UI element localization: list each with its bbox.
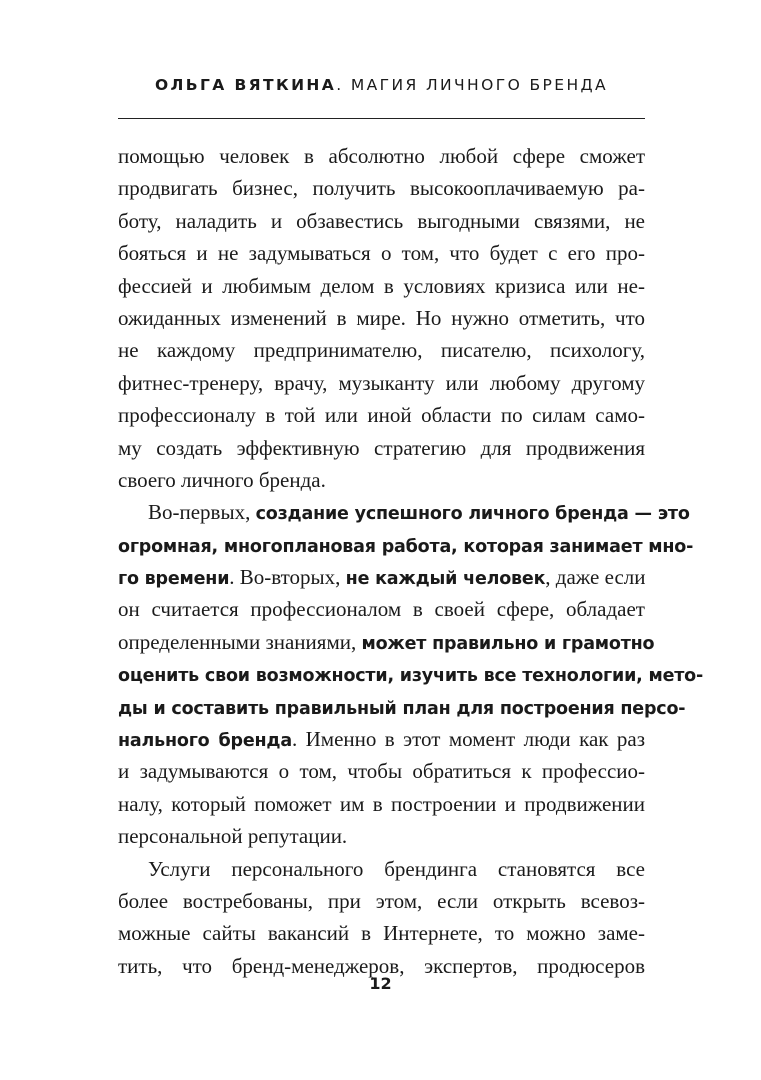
emphasized-text: го времени [118,569,230,590]
emphasized-text: создание успешного личного бренда — это [255,504,690,525]
text-run: , даже если [545,565,646,590]
text-line [118,788,645,820]
text-run: му создать эффективную стратегию для продвижения [118,435,645,460]
emphasized-text: огромная, многоплановая работа, которая занимает мно- [118,536,694,557]
text-line [118,853,645,885]
emphasized-text: не каждый человек [345,569,546,590]
text-run: определенными знаниями, [118,629,362,654]
text-line [118,917,645,949]
page-number: 12 [369,974,392,993]
text-run: бояться и не задумываться о том, что будет с его про- [118,241,645,266]
header-separator: . [336,76,344,94]
header-author: ОЛЬГА ВЯТКИНА [154,76,337,94]
paragraph-2 [118,496,704,852]
text-run: не каждому предпринимателю, писателю, психологу, [118,338,645,363]
text-line [118,658,704,690]
header-rule [118,118,645,119]
emphasized-text: ды и составить правильный план для построения персо- [118,698,686,719]
text-run: более востребованы, при этом, если открыть всевоз- [118,888,645,913]
text-run: Услуги персонального брендинга становятся все [148,856,645,881]
emphasized-text: может правильно и грамотно [361,633,655,654]
text-run: Во-первых, [148,500,256,525]
text-line [118,723,645,755]
emphasized-text: нального бренда [118,731,292,752]
emphasized-text: оценить свои возможности, изучить все технологии, мето- [118,666,704,687]
text-run: . Во-вторых, [229,565,346,590]
text-line [118,432,645,464]
text-line [118,237,645,269]
text-run: и задумываются о том, чтобы обратиться к профессио- [118,759,645,784]
text-line [118,885,645,917]
text-run: тить, что бренд-менеджеров, экспертов, продюсеров [118,953,645,978]
text-run: фессией и любимым делом в условиях кризиса или не- [118,273,645,298]
running-head [118,76,645,94]
paragraph-1 [118,140,645,496]
text-line [118,270,645,302]
text-run: боту, наладить и обзавестись выгодными связями, не [118,208,645,233]
text-run: помощью человек в абсолютно любой сфере сможет [118,144,645,168]
text-line [118,367,645,399]
text-run: . Именно в этот момент люди как раз [291,727,645,752]
text-run: можные сайты вакансий в Интернете, то можно заме- [118,921,645,946]
body-text [118,140,704,982]
text-run: фитнес-тренеру, врачу, музыканту или любому другому [118,370,645,395]
text-run: ожиданных изменений в мире. Но нужно отметить, что [118,305,645,330]
text-line [118,820,645,852]
text-run: своего личного бренда. [118,467,326,492]
text-line [118,626,655,658]
text-run: персональной репутации. [118,824,348,849]
header-book-title: МАГИЯ ЛИЧНОГО БРЕНДА [350,76,609,94]
text-run: налу, который поможет им в построении и продвижении [118,791,645,816]
text-line [118,593,645,625]
text-line [118,755,645,787]
text-line [118,691,686,723]
text-line [118,172,645,204]
text-line [118,496,690,528]
text-line [118,334,645,366]
text-line [118,302,645,334]
text-line [118,399,645,431]
text-line [118,529,694,561]
text-line [118,561,645,593]
text-run: продвигать бизнес, получить высокооплачиваемую ра- [118,176,645,201]
text-run: он считается профессионалом в своей сфере, обладает [118,597,645,622]
text-line [118,205,645,237]
text-line [118,464,645,496]
paragraph-3 [118,853,645,983]
text-run: профессионалу в той или иной области по силам само- [118,403,645,428]
text-line [118,140,645,172]
